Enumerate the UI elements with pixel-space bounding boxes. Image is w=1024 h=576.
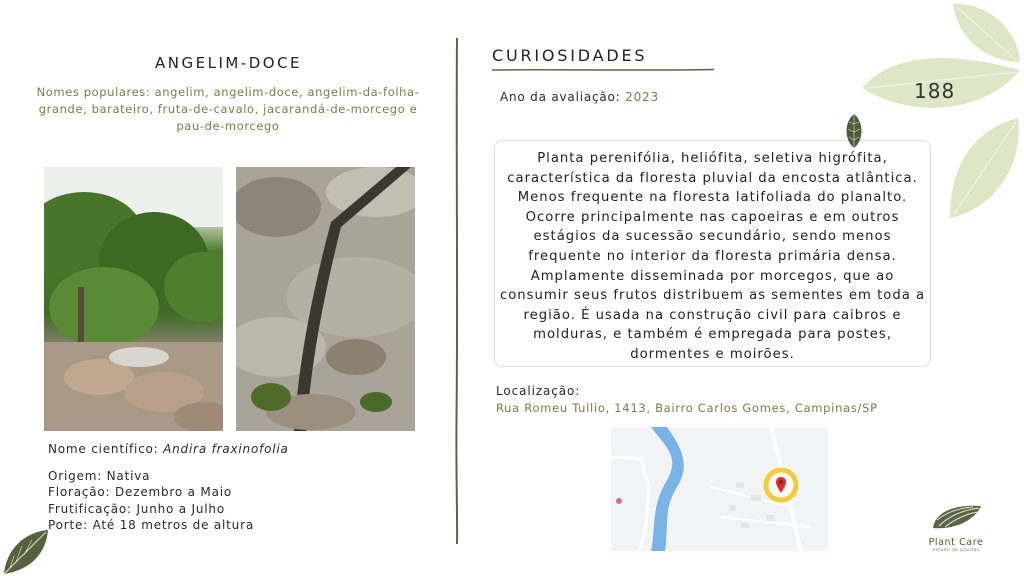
title-underline [492, 68, 714, 72]
origin-text: Origem: Nativa [48, 469, 151, 483]
logo-tagline: estudo de plantas [932, 548, 980, 553]
curiosities-title: CURIOSIDADES [492, 46, 648, 65]
tree-photo [44, 167, 223, 431]
location-map[interactable] [611, 427, 828, 551]
scientific-name-line [48, 442, 289, 456]
scientific-label: Nome científico: [48, 442, 159, 456]
location-address: Rua Romeu Tullio, 1413, Bairro Carlos Gomes, Campinas/SP [496, 401, 878, 415]
fruiting-text: Frutificação: Junho a Julho [48, 501, 225, 516]
popular-names: Nomes populares: angelim, angelim-doce, angelim-da-folha-grande, barateiro, fruta-de-cavalo, jacarandá-de-morcego e pau-de-morcego [36, 85, 420, 133]
bottom-leaf-icon [0, 528, 52, 576]
flowering-text: Floração: Dezembro a Maio [48, 485, 233, 500]
plant-care-leaf-icon [929, 502, 983, 532]
description-text: Planta perenifólia, heliófita, seletiva higrófita, característica da floresta pluvial da encosta atlântica. Menos frequente na floresta latifoliada do planalto. Ocorre principalmente nas capoeiras e em outros estágios da sucessão secundário, sendo menos frequente no interior da floresta primária densa. Amplamente disseminada por morcegos, que ao consumir seus frutos distribuem as sementes em toda a região. É usada na construção civil para caibros e molduras, e também é empregada para postes, dormentes e moirões. [499, 151, 926, 362]
plant-care-logo [920, 502, 992, 552]
location-marker-icon[interactable] [763, 467, 799, 503]
year-label: Ano da avaliação: [500, 90, 621, 104]
evaluation-year [500, 90, 659, 104]
plant-facts [48, 468, 254, 533]
plant-title: ANGELIM-DOCE [155, 54, 303, 72]
size-text: Porte: Até 18 metros de altura [48, 517, 254, 532]
page-number: 188 [914, 79, 956, 103]
trunk-photo [236, 167, 415, 431]
small-leaf-icon [844, 112, 864, 150]
page-divider [455, 38, 459, 544]
scientific-name: Andira fraxinofolia [163, 442, 289, 456]
logo-name: Plant Care [928, 537, 984, 548]
location-label: Localização: [496, 384, 581, 398]
page-number-leaves-icon [858, 0, 1024, 226]
year-value: 2023 [625, 90, 659, 104]
